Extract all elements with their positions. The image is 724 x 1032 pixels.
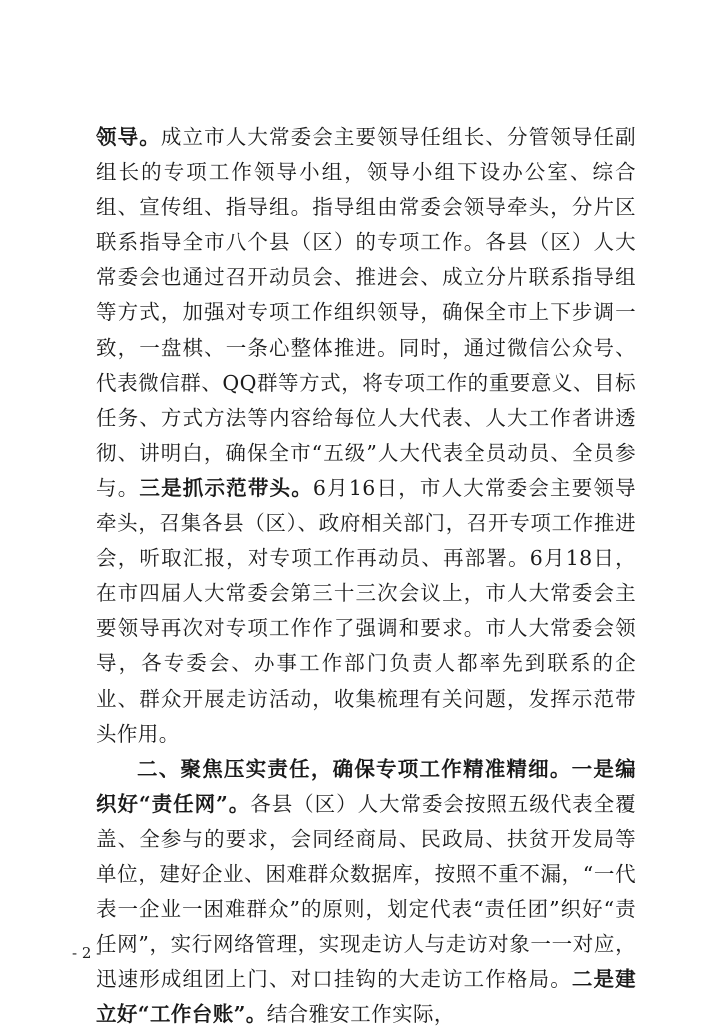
body-text xyxy=(96,120,636,1032)
body-sentence: 6月16日，市人大常委会主要领导牵头，召集各县（区）、政府相关部门，召开专项工作推进会，听取汇报，对专项工作再动员、再部署。6月18日，在市四届人大常委会第三十三次会议上，市人大常委会主要领导再次对专项工作作了强调和要求。市人大常委会领导，各专委会、办事工作部门负责人都率先到联系的企业、群众开展走访活动，收集梳理有关问题，发挥示范带头作用。 xyxy=(96,475,637,746)
bold-heading: 领导。 xyxy=(96,125,161,149)
body-sentence: 成立市人大常委会主要领导任组长、分管领导任副组长的专项工作领导小组，领导小组下设办公室、综合组、宣传组、指导组。指导组由常委会领导牵头，分片区联系指导全市八个县（区）的专项工作。各县（区）人大常委会也通过召开动员会、推进会、成立分片联系指导组等方式，加强对专项工作组织领导，确保全市上下步调一致，一盘棋、一条心整体推进。同时，通过微信公众号、代表微信群、QQ群等方式，将专项工作的重要意义、目标任务、方式方法等内容给每位人大代表、人大工作者讲透彻、讲明白，确保全市“五级”人大代表全员动员、全员参与。 xyxy=(96,125,636,500)
bold-heading: 二是建立好“工作台账”。 xyxy=(96,967,636,1027)
section-heading: 二、聚焦压实责任，确保专项工作精准精细。一是编织好“责任网”。 xyxy=(96,756,636,816)
page-number: - 2 - xyxy=(72,944,102,962)
paragraph-1 xyxy=(96,120,636,752)
bold-heading: 三是抓示范带头。 xyxy=(139,475,313,500)
paragraph-2 xyxy=(96,752,636,1032)
body-sentence: 各县（区）人大常委会按照五级代表全覆盖、全参与的要求，会同经商局、民政局、扶贫开发局等单位，建好企业、困难群众数据库，按照不重不漏，“一代表一企业一困难群众”的原则，划定代表“责任团”织好“责任网”，实行网络管理，实现走访人与走访对象一一对应，迅速形成组团上门、对口挂钩的大走访工作格局。 xyxy=(96,791,636,992)
body-sentence: 结合雅安工作实际， xyxy=(266,1002,455,1027)
